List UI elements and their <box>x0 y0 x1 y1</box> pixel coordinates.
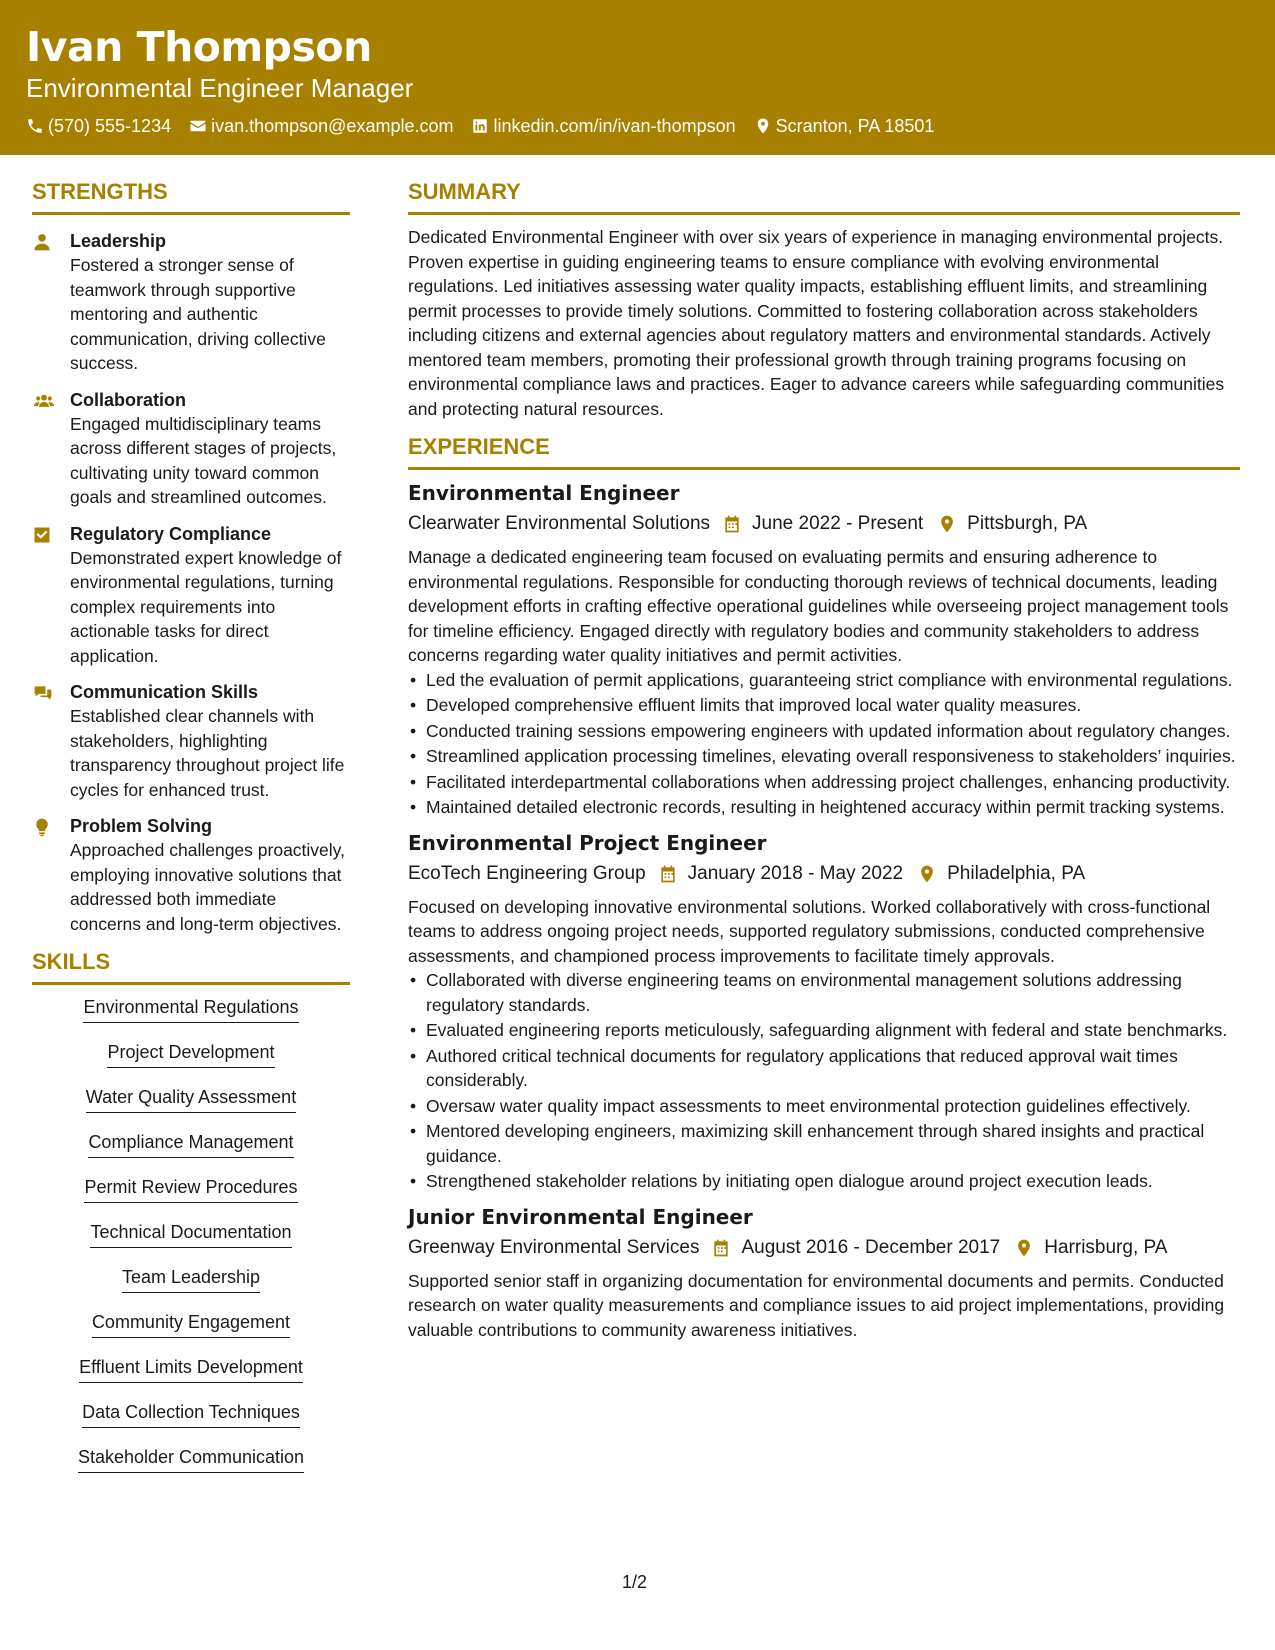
experience-heading: EXPERIENCE <box>408 433 1240 470</box>
skills-list <box>32 995 350 1490</box>
users-icon <box>32 391 56 411</box>
comments-icon <box>32 683 54 703</box>
skills-heading: SKILLS <box>32 948 350 985</box>
job-location: Philadelphia, PA <box>947 862 1086 884</box>
job-entry <box>408 828 1240 1194</box>
job-title: Junior Environmental Engineer <box>408 1204 753 1229</box>
job-dates: June 2022 - Present <box>752 513 924 534</box>
job-bullets <box>408 668 1240 820</box>
strength-title: Communication Skills <box>70 682 259 702</box>
strengths-heading: STRENGTHS <box>32 178 350 215</box>
phone-icon <box>26 117 44 135</box>
bullet-item: • Facilitated interdepartmental collaborations when addressing project challenges, enhancing productivity. <box>408 770 1240 795</box>
phone-text: (570) 555-1234 <box>48 116 172 136</box>
job-location: Harrisburg, PA <box>1044 1236 1168 1258</box>
lightbulb-icon <box>32 817 52 837</box>
calendar-icon <box>711 1238 731 1258</box>
strength-desc: Fostered a stronger sense of teamwork through supportive mentoring and authentic communication, driving collective success. <box>70 255 326 373</box>
strength-item <box>32 522 350 669</box>
bullet-item: • Strengthened stakeholder relations by initiating open dialogue around project execution leads. <box>408 1169 1240 1194</box>
job-meta <box>408 1233 1240 1263</box>
skill-tag: Data Collection Techniques <box>82 1400 300 1428</box>
envelope-icon <box>189 117 207 135</box>
bullet-item: • Mentored developing engineers, maximizing skill enhancement through shared insights and practical guidance. <box>408 1119 1240 1168</box>
skill-tag: Permit Review Procedures <box>84 1175 297 1203</box>
contact-linkedin[interactable] <box>471 114 735 138</box>
skill-tag: Project Development <box>107 1040 274 1068</box>
job-dates: January 2018 - May 2022 <box>687 862 904 884</box>
map-marker-icon <box>1014 1238 1034 1258</box>
strength-title: Leadership <box>70 231 167 251</box>
calendar-icon <box>722 514 742 534</box>
right-column <box>408 178 1240 1342</box>
strength-title: Collaboration <box>70 389 186 410</box>
summary-text: Dedicated Environmental Engineer with over six years of experience in managing environmental projects. Proven expertise in guiding engineering teams to ensure compliance with evolving environmental regulations. Led initiatives assessing water quality impacts, establishing effluent limits, and streamlining permit processes to provide timely solutions. Committed to fostering collaboration across stakeholders including citizens and external agencies about regulatory matters and environmental standards. Actively mentored team members, promoting their professional growth through training programs focusing on environmental compliance laws and practices. Eager to advance careers while safeguarding communities and protecting natural resources. <box>408 227 1225 419</box>
strength-title: Problem Solving <box>70 816 213 836</box>
bullet-item: • Oversaw water quality impact assessments to meet environmental protection guidelines effectively. <box>408 1094 1240 1119</box>
skill-tag: Stakeholder Communication <box>78 1445 304 1473</box>
left-column <box>32 178 350 1490</box>
job-bullets <box>408 968 1240 1194</box>
location-text: Scranton, PA 18501 <box>775 116 935 136</box>
contact-bar <box>26 114 1249 138</box>
summary-heading: SUMMARY <box>408 178 1240 215</box>
strength-item <box>32 388 350 510</box>
strength-desc: Engaged multidisciplinary teams across different stages of projects, cultivating unity toward common goals and streamlined outcomes. <box>70 413 337 507</box>
strength-desc: Established clear channels with stakeholders, highlighting transparency throughout project life cycles for enhanced trust. <box>70 706 345 800</box>
job-entry <box>408 478 1240 820</box>
strengths-list <box>32 229 350 936</box>
linkedin-icon <box>471 117 489 135</box>
job-dates: August 2016 - December 2017 <box>741 1236 1001 1258</box>
job-description: Supported senior staff in organizing documentation for environmental documents and permits. Conducted research on water quality measurements and compliance issues to aid project implementations, providing valuable contributions to community awareness initiatives. <box>408 1270 1225 1340</box>
user-tie-icon <box>32 232 52 252</box>
job-meta <box>408 509 1240 539</box>
candidate-role: Environmental Engineer Manager <box>26 73 414 103</box>
job-title: Environmental Engineer <box>408 481 680 505</box>
email-text: ivan.thompson@example.com <box>211 116 454 136</box>
strength-desc: Demonstrated expert knowledge of environmental regulations, turning complex requirements into actionable tasks for direct application. <box>70 547 342 666</box>
candidate-name: Ivan Thompson <box>26 23 372 71</box>
page-number: 1/2 <box>622 1572 648 1592</box>
bullet-item: • Maintained detailed electronic records, resulting in heightened accuracy within permit tracking systems. <box>408 795 1240 820</box>
skill-tag: Team Leadership <box>122 1265 260 1293</box>
strength-item <box>32 680 350 802</box>
bullet-item: • Authored critical technical documents for regulatory applications that reduced approval wait times considerably. <box>408 1044 1240 1093</box>
job-description: Manage a dedicated engineering team focused on evaluating permits and ensuring adherence to environmental regulations. Responsible for conducting thorough reviews of technical documents, leading development efforts in crafting effective operational guidelines while overseeing project management tools for timeline efficiency. Engaged directly with regulatory bodies and community stakeholders to address concerns regarding water quality initiatives and permit activities. <box>408 547 1229 665</box>
bullet-item: • Collaborated with diverse engineering teams on environmental management solutions addressing regulatory standards. <box>408 968 1240 1017</box>
map-marker-icon <box>754 117 772 135</box>
strength-desc: Approached challenges proactively, employing innovative solutions that addressed both immediate concerns and long-term objectives. <box>70 840 345 934</box>
job-entry <box>408 1202 1240 1343</box>
job-description: Focused on developing innovative environmental solutions. Worked collaboratively with cross-functional teams to address ongoing project needs, supported regulatory submissions, conducted comprehensive assessments, and championed process improvements to facilitate timely approvals. <box>408 896 1211 966</box>
check-square-icon <box>32 525 52 545</box>
calendar-icon <box>658 864 678 884</box>
contact-location <box>754 114 935 138</box>
job-company: EcoTech Engineering Group <box>408 862 646 884</box>
job-meta <box>408 859 1240 889</box>
skill-tag: Technical Documentation <box>90 1220 291 1248</box>
resume-header <box>0 0 1275 155</box>
bullet-item: • Evaluated engineering reports meticulously, safeguarding alignment with federal and state benchmarks. <box>408 1018 1240 1043</box>
bullet-item: • Led the evaluation of permit applications, guaranteeing strict compliance with environmental regulations. <box>408 668 1240 693</box>
skill-tag: Community Engagement <box>92 1310 290 1338</box>
map-marker-icon <box>917 864 937 884</box>
strength-item <box>32 229 350 376</box>
linkedin-text: linkedin.com/in/ivan-thompson <box>493 116 736 136</box>
contact-email[interactable] <box>189 114 453 138</box>
job-company: Clearwater Environmental Solutions <box>408 513 711 534</box>
job-location: Pittsburgh, PA <box>967 513 1088 534</box>
skill-tag: Water Quality Assessment <box>86 1085 296 1113</box>
skill-tag: Effluent Limits Development <box>79 1355 303 1383</box>
skill-tag: Compliance Management <box>88 1130 293 1158</box>
map-marker-icon <box>937 514 957 534</box>
bullet-item: • Developed comprehensive effluent limits that improved local water quality measures. <box>408 693 1240 718</box>
strength-item <box>32 814 350 936</box>
strength-title: Regulatory Compliance <box>70 523 272 544</box>
bullet-item: • Streamlined application processing timelines, elevating overall responsiveness to stakeholders’ inquiries. <box>408 744 1240 769</box>
job-company: Greenway Environmental Services <box>408 1236 700 1258</box>
skill-tag: Environmental Regulations <box>83 995 298 1023</box>
bullet-item: • Conducted training sessions empowering engineers with updated information about regulatory changes. <box>408 719 1240 744</box>
job-title: Environmental Project Engineer <box>408 830 767 855</box>
contact-phone[interactable] <box>26 114 171 138</box>
